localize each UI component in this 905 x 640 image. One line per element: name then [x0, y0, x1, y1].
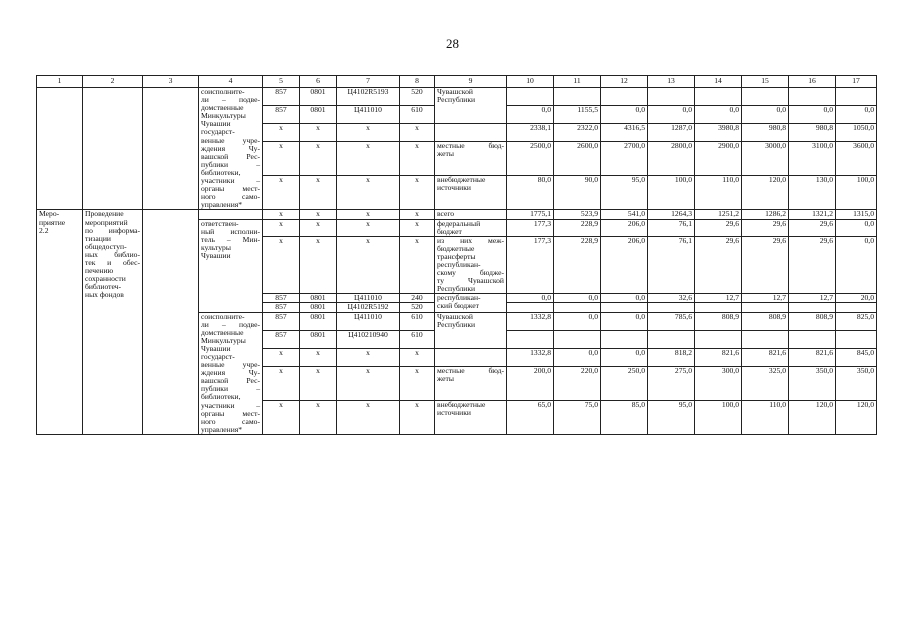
executor-cell-line: государст- [201, 352, 235, 361]
year-value-cell: 3000,0 [742, 142, 789, 176]
year-value-cell: 12,7 [789, 294, 836, 303]
year-value-cell: 1264,3 [648, 210, 695, 219]
year-value-cell: 0,0 [648, 106, 695, 124]
year-value-cell: 95,0 [648, 400, 695, 434]
funding-source-cell-line: Чувашской [437, 312, 473, 321]
target-code-cell: x [337, 348, 400, 366]
measure-title-cell-line: Проведение [85, 209, 124, 219]
year-value-cell: 12,7 [695, 294, 742, 303]
column-number: 13 [648, 76, 695, 88]
measure-id-cell-line: 2.2 [39, 225, 49, 235]
executor-cell-line: ждения Чу- [201, 143, 260, 153]
executor-cell-line: участники – [201, 176, 260, 186]
section-code-cell: 0801 [300, 330, 337, 348]
year-value-cell: 1332,8 [507, 312, 554, 330]
year-value-cell: 100,0 [695, 400, 742, 434]
year-value-cell: 29,6 [695, 219, 742, 236]
grbs-code-cell: x [263, 236, 300, 294]
funding-source-cell-line: источники [437, 183, 471, 193]
table-body [37, 88, 877, 435]
year-value-cell: 0,0 [836, 106, 877, 124]
expense-type-cell: x [400, 124, 435, 142]
executor-cell-line: ли – подве- [201, 95, 260, 105]
executor-cell-line: управления* [201, 424, 243, 434]
target-code-cell: Ц410210940 [337, 330, 400, 348]
expense-type-cell: x [400, 236, 435, 294]
column-number: 7 [337, 76, 400, 88]
measure-title-cell-line: печению [85, 266, 114, 276]
year-value-cell: 120,0 [742, 176, 789, 210]
section-code-cell: 0801 [300, 312, 337, 330]
column-number: 8 [400, 76, 435, 88]
table-row [37, 210, 877, 219]
funding-source-cell [435, 219, 507, 236]
funding-source-cell-line: республикан- [437, 259, 481, 269]
year-value-cell: 300,0 [695, 366, 742, 400]
column-number: 12 [601, 76, 648, 88]
grbs-code-cell: x [263, 348, 300, 366]
executor-cell-line: ли – подве- [201, 319, 260, 329]
executor-cell-line: вашской Рес- [201, 151, 260, 161]
expense-type-cell: x [400, 176, 435, 210]
executor-cell-line: венные учре- [201, 360, 260, 370]
year-value-cell: 206,0 [601, 219, 648, 236]
year-value-cell: 0,0 [742, 106, 789, 124]
executor-cell-line: управления* [201, 200, 243, 210]
expense-type-cell: x [400, 210, 435, 219]
year-value-cell: 821,6 [789, 348, 836, 366]
year-value-cell: 1286,2 [742, 210, 789, 219]
year-value-cell: 200,0 [507, 366, 554, 400]
year-value-cell: 29,6 [742, 236, 789, 294]
executor-cell-line: домственные [201, 327, 244, 337]
target-code-cell: x [337, 400, 400, 434]
funding-source-cell-line: Чувашской [437, 87, 473, 96]
column-number: 9 [435, 76, 507, 88]
executor-cell-line: соисполните- [201, 312, 245, 321]
section-code-cell: x [300, 210, 337, 219]
executor-cell-line: Чувашии [201, 343, 231, 353]
grbs-code-cell: x [263, 400, 300, 434]
year-value-cell: 350,0 [789, 366, 836, 400]
funding-source-cell [435, 294, 507, 312]
year-value-cell: 1050,0 [836, 124, 877, 142]
year-value-cell: 250,0 [601, 366, 648, 400]
year-value-cell: 808,9 [789, 312, 836, 330]
funding-source-cell-line: ту Чувашской [437, 276, 504, 286]
expense-type-cell: 520 [400, 303, 435, 312]
measure-id-cell-line: приятие [39, 217, 66, 227]
measure-title-cell-line: тек и обес- [85, 257, 140, 267]
target-code-cell: Ц411010 [337, 294, 400, 303]
year-value-cell: 275,0 [648, 366, 695, 400]
executor-cell-line: тель – Мин- [201, 234, 260, 244]
executor-cell-line: ответствен- [201, 219, 239, 228]
year-value-cell: 541,0 [601, 210, 648, 219]
funding-source-cell-line: из них меж- [437, 236, 504, 245]
year-value-cell: 220,0 [554, 366, 601, 400]
year-value-cell [695, 88, 742, 106]
year-value-cell: 130,0 [789, 176, 836, 210]
column-number: 15 [742, 76, 789, 88]
goal-cell [143, 210, 199, 435]
year-value-cell: 523,9 [554, 210, 601, 219]
measure-title-cell [83, 210, 143, 435]
budget-table [36, 75, 877, 435]
year-value-cell: 2600,0 [554, 142, 601, 176]
column-number: 4 [199, 76, 263, 88]
year-value-cell: 0,0 [695, 106, 742, 124]
year-value-cell: 2700,0 [601, 142, 648, 176]
executor-cell-line: органы мест- [201, 184, 260, 194]
year-value-cell: 120,0 [836, 400, 877, 434]
executor-cell-line: Чувашии [201, 119, 231, 129]
executor-cell-line: государст- [201, 127, 235, 137]
measure-title-cell-line: общедоступ- [85, 241, 127, 251]
year-value-cell: 100,0 [648, 176, 695, 210]
column-number: 6 [300, 76, 337, 88]
executor-cell-line: домственные [201, 103, 244, 113]
year-value-cell: 2338,1 [507, 124, 554, 142]
executor-cell-line: соисполните- [201, 87, 245, 96]
measure-title-cell-line: сохранности [85, 274, 126, 284]
year-value-cell: 0,0 [507, 294, 554, 303]
year-value-cell: 76,1 [648, 219, 695, 236]
grbs-code-cell: 857 [263, 330, 300, 348]
year-value-cell: 100,0 [836, 176, 877, 210]
executor-cell-line: венные учре- [201, 135, 260, 145]
year-value-cell: 785,6 [648, 312, 695, 330]
funding-source-cell-line: Республики [437, 95, 476, 105]
year-value-cell [554, 330, 601, 348]
year-value-cell: 1321,2 [789, 210, 836, 219]
year-value-cell: 3980,8 [695, 124, 742, 142]
year-value-cell: 29,6 [742, 219, 789, 236]
funding-source-cell [435, 88, 507, 124]
year-value-cell: 1775,1 [507, 210, 554, 219]
column-number: 5 [263, 76, 300, 88]
grbs-code-cell: x [263, 366, 300, 400]
executor-cell-line: вашской Рес- [201, 376, 260, 386]
year-value-cell: 206,0 [601, 236, 648, 294]
year-value-cell [742, 330, 789, 348]
funding-source-cell-line: республикан- [437, 293, 481, 303]
expense-type-cell: 240 [400, 294, 435, 303]
expense-type-cell: x [400, 219, 435, 236]
column-number: 14 [695, 76, 742, 88]
executor-cell-line: библиотеки, [201, 392, 241, 402]
year-value-cell [789, 88, 836, 106]
column-number: 10 [507, 76, 554, 88]
expense-type-cell: x [400, 400, 435, 434]
target-code-cell: Ц411010 [337, 106, 400, 124]
section-code-cell: x [300, 366, 337, 400]
year-value-cell: 1251,2 [695, 210, 742, 219]
expense-type-cell: 610 [400, 312, 435, 330]
section-code-cell: x [300, 142, 337, 176]
measure-title-cell-line: библиотеч- [85, 282, 121, 292]
funding-source-cell-line: внебюджетные [437, 175, 486, 185]
funding-source-cell-line: всего [437, 209, 455, 219]
funding-source-cell [435, 176, 507, 210]
column-number: 1 [37, 76, 83, 88]
year-value-cell: 0,0 [601, 348, 648, 366]
funding-source-cell-line: федеральный [437, 219, 481, 228]
target-code-cell: x [337, 142, 400, 176]
funding-source-cell-line: бюджет [437, 226, 462, 236]
target-code-cell: Ц4102R5192 [337, 303, 400, 312]
year-value-cell [507, 88, 554, 106]
year-value-cell: 80,0 [507, 176, 554, 210]
funding-source-cell-line: бюджетные [437, 243, 475, 253]
grbs-code-cell: x [263, 176, 300, 210]
funding-source-cell-line: скому бюдже- [437, 268, 504, 278]
year-value-cell: 90,0 [554, 176, 601, 210]
funding-source-cell [435, 348, 507, 366]
measure-id-cell-line: Меро- [39, 209, 60, 219]
year-value-cell: 29,6 [695, 236, 742, 294]
year-value-cell: 0,0 [554, 312, 601, 330]
grbs-code-cell: x [263, 124, 300, 142]
executor-cell-line: участники – [201, 400, 260, 410]
year-value-cell: 75,0 [554, 400, 601, 434]
funding-source-cell [435, 366, 507, 400]
executor-cell-line: культуры [201, 242, 231, 252]
year-value-cell: 4316,5 [601, 124, 648, 142]
year-value-cell [789, 303, 836, 312]
year-value-cell: 808,9 [695, 312, 742, 330]
year-value-cell: 0,0 [836, 219, 877, 236]
year-value-cell: 29,6 [789, 219, 836, 236]
year-value-cell: 228,9 [554, 236, 601, 294]
funding-source-cell-line: Республики [437, 284, 476, 294]
year-value-cell: 980,8 [789, 124, 836, 142]
year-value-cell: 110,0 [695, 176, 742, 210]
executor-cell [199, 210, 263, 219]
section-code-cell: 0801 [300, 88, 337, 106]
year-value-cell [601, 88, 648, 106]
funding-source-cell-line: ский бюджет [437, 301, 479, 311]
year-value-cell: 0,0 [601, 294, 648, 303]
section-code-cell: x [300, 400, 337, 434]
year-value-cell: 65,0 [507, 400, 554, 434]
year-value-cell: 1315,0 [836, 210, 877, 219]
column-number: 3 [143, 76, 199, 88]
year-value-cell: 76,1 [648, 236, 695, 294]
funding-source-cell [435, 236, 507, 294]
year-value-cell [695, 303, 742, 312]
executor-cell [199, 312, 263, 434]
year-value-cell: 845,0 [836, 348, 877, 366]
year-value-cell: 0,0 [789, 106, 836, 124]
grbs-code-cell: x [263, 219, 300, 236]
year-value-cell: 2900,0 [695, 142, 742, 176]
expense-type-cell: x [400, 142, 435, 176]
year-value-cell: 808,9 [742, 312, 789, 330]
expense-type-cell: 610 [400, 106, 435, 124]
funding-source-cell-line: местные бюд- [437, 141, 504, 151]
year-value-cell [742, 303, 789, 312]
year-value-cell: 95,0 [601, 176, 648, 210]
funding-source-cell-line: трансферты [437, 251, 476, 261]
year-value-cell: 980,8 [742, 124, 789, 142]
column-number: 16 [789, 76, 836, 88]
year-value-cell: 0,0 [554, 348, 601, 366]
funding-source-cell [435, 142, 507, 176]
measure-title-cell-line: мероприятий [85, 217, 128, 227]
executor-cell-line: ный исполни- [201, 226, 260, 236]
year-value-cell [648, 303, 695, 312]
executor-cell-line: ного само- [201, 192, 260, 202]
executor-cell-line: публики – [201, 159, 260, 169]
year-value-cell: 2500,0 [507, 142, 554, 176]
year-value-cell: 120,0 [789, 400, 836, 434]
measure-id-cell [37, 210, 83, 435]
executor-cell-line: публики – [201, 384, 260, 394]
target-code-cell: Ц411010 [337, 312, 400, 330]
executor-cell-line: ного само- [201, 416, 260, 426]
executor-cell [199, 219, 263, 312]
funding-source-cell [435, 124, 507, 142]
section-code-cell: x [300, 176, 337, 210]
year-value-cell: 228,9 [554, 219, 601, 236]
expense-type-cell: x [400, 366, 435, 400]
year-value-cell [742, 88, 789, 106]
funding-source-cell [435, 400, 507, 434]
funding-source-cell-line: жеты [437, 373, 454, 383]
target-code-cell: x [337, 236, 400, 294]
year-value-cell: 85,0 [601, 400, 648, 434]
year-value-cell: 29,6 [789, 236, 836, 294]
grbs-code-cell: 857 [263, 294, 300, 303]
column-number: 17 [836, 76, 877, 88]
measure-title-cell [83, 88, 143, 210]
year-value-cell [507, 330, 554, 348]
grbs-code-cell: 857 [263, 303, 300, 312]
target-code-cell: x [337, 219, 400, 236]
expense-type-cell: 610 [400, 330, 435, 348]
year-value-cell: 0,0 [601, 106, 648, 124]
section-code-cell: x [300, 124, 337, 142]
year-value-cell [601, 330, 648, 348]
year-value-cell: 0,0 [507, 106, 554, 124]
year-value-cell: 1287,0 [648, 124, 695, 142]
year-value-cell: 0,0 [554, 294, 601, 303]
page-number: 28 [446, 36, 459, 51]
year-value-cell [695, 330, 742, 348]
year-value-cell: 2322,0 [554, 124, 601, 142]
target-code-cell: x [337, 124, 400, 142]
section-code-cell: 0801 [300, 303, 337, 312]
year-value-cell [789, 330, 836, 348]
section-code-cell: 0801 [300, 294, 337, 303]
section-code-cell: x [300, 348, 337, 366]
year-value-cell: 3100,0 [789, 142, 836, 176]
target-code-cell: x [337, 366, 400, 400]
year-value-cell: 3600,0 [836, 142, 877, 176]
grbs-code-cell: 857 [263, 312, 300, 330]
expense-type-cell: 520 [400, 88, 435, 106]
target-code-cell: x [337, 210, 400, 219]
expense-type-cell: x [400, 348, 435, 366]
year-value-cell: 821,6 [695, 348, 742, 366]
funding-source-cell [435, 210, 507, 219]
grbs-code-cell: 857 [263, 88, 300, 106]
funding-source-cell-line: жеты [437, 149, 454, 159]
column-number: 2 [83, 76, 143, 88]
section-code-cell: 0801 [300, 106, 337, 124]
measure-title-cell-line: по информа- [85, 225, 140, 235]
executor-cell-line: Минкультуры [201, 335, 246, 345]
funding-source-cell-line: внебюджетные [437, 400, 486, 409]
year-value-cell: 12,7 [742, 294, 789, 303]
year-value-cell: 821,6 [742, 348, 789, 366]
funding-source-cell [435, 312, 507, 348]
year-value-cell: 177,3 [507, 236, 554, 294]
executor-cell-line: Чувашии [201, 250, 231, 260]
executor-cell [199, 88, 263, 210]
year-value-cell: 2800,0 [648, 142, 695, 176]
grbs-code-cell: x [263, 142, 300, 176]
goal-cell [143, 88, 199, 210]
measure-title-cell-line: тизации [85, 233, 111, 243]
table-row [37, 88, 877, 106]
year-value-cell [836, 330, 877, 348]
executor-cell-line: ждения Чу- [201, 368, 260, 378]
year-value-cell [836, 303, 877, 312]
section-code-cell: x [300, 236, 337, 294]
year-value-cell: 0,0 [601, 312, 648, 330]
grbs-code-cell: 857 [263, 106, 300, 124]
year-value-cell: 32,6 [648, 294, 695, 303]
target-code-cell: x [337, 176, 400, 210]
year-value-cell: 350,0 [836, 366, 877, 400]
funding-source-cell-line: местные бюд- [437, 366, 504, 375]
section-code-cell: x [300, 219, 337, 236]
column-number: 11 [554, 76, 601, 88]
year-value-cell [648, 88, 695, 106]
year-value-cell: 1332,8 [507, 348, 554, 366]
year-value-cell [836, 88, 877, 106]
funding-source-cell-line: Республики [437, 319, 476, 329]
year-value-cell: 1155,5 [554, 106, 601, 124]
measure-id-cell [37, 88, 83, 210]
column-number-row [37, 76, 877, 88]
target-code-cell: Ц4102R5193 [337, 88, 400, 106]
year-value-cell [554, 303, 601, 312]
year-value-cell: 110,0 [742, 400, 789, 434]
year-value-cell [507, 303, 554, 312]
executor-cell-line: органы мест- [201, 408, 260, 418]
year-value-cell [554, 88, 601, 106]
year-value-cell [648, 330, 695, 348]
executor-cell-line: Минкультуры [201, 111, 246, 121]
executor-cell-line: библиотеки, [201, 167, 241, 177]
year-value-cell: 325,0 [742, 366, 789, 400]
measure-title-cell-line: ных фондов [85, 290, 124, 300]
funding-source-cell-line: источники [437, 407, 471, 417]
year-value-cell: 0,0 [836, 236, 877, 294]
year-value-cell: 825,0 [836, 312, 877, 330]
year-value-cell: 20,0 [836, 294, 877, 303]
year-value-cell: 177,3 [507, 219, 554, 236]
grbs-code-cell: x [263, 210, 300, 219]
year-value-cell [601, 303, 648, 312]
measure-title-cell-line: ных библио- [85, 249, 140, 259]
year-value-cell: 818,2 [648, 348, 695, 366]
